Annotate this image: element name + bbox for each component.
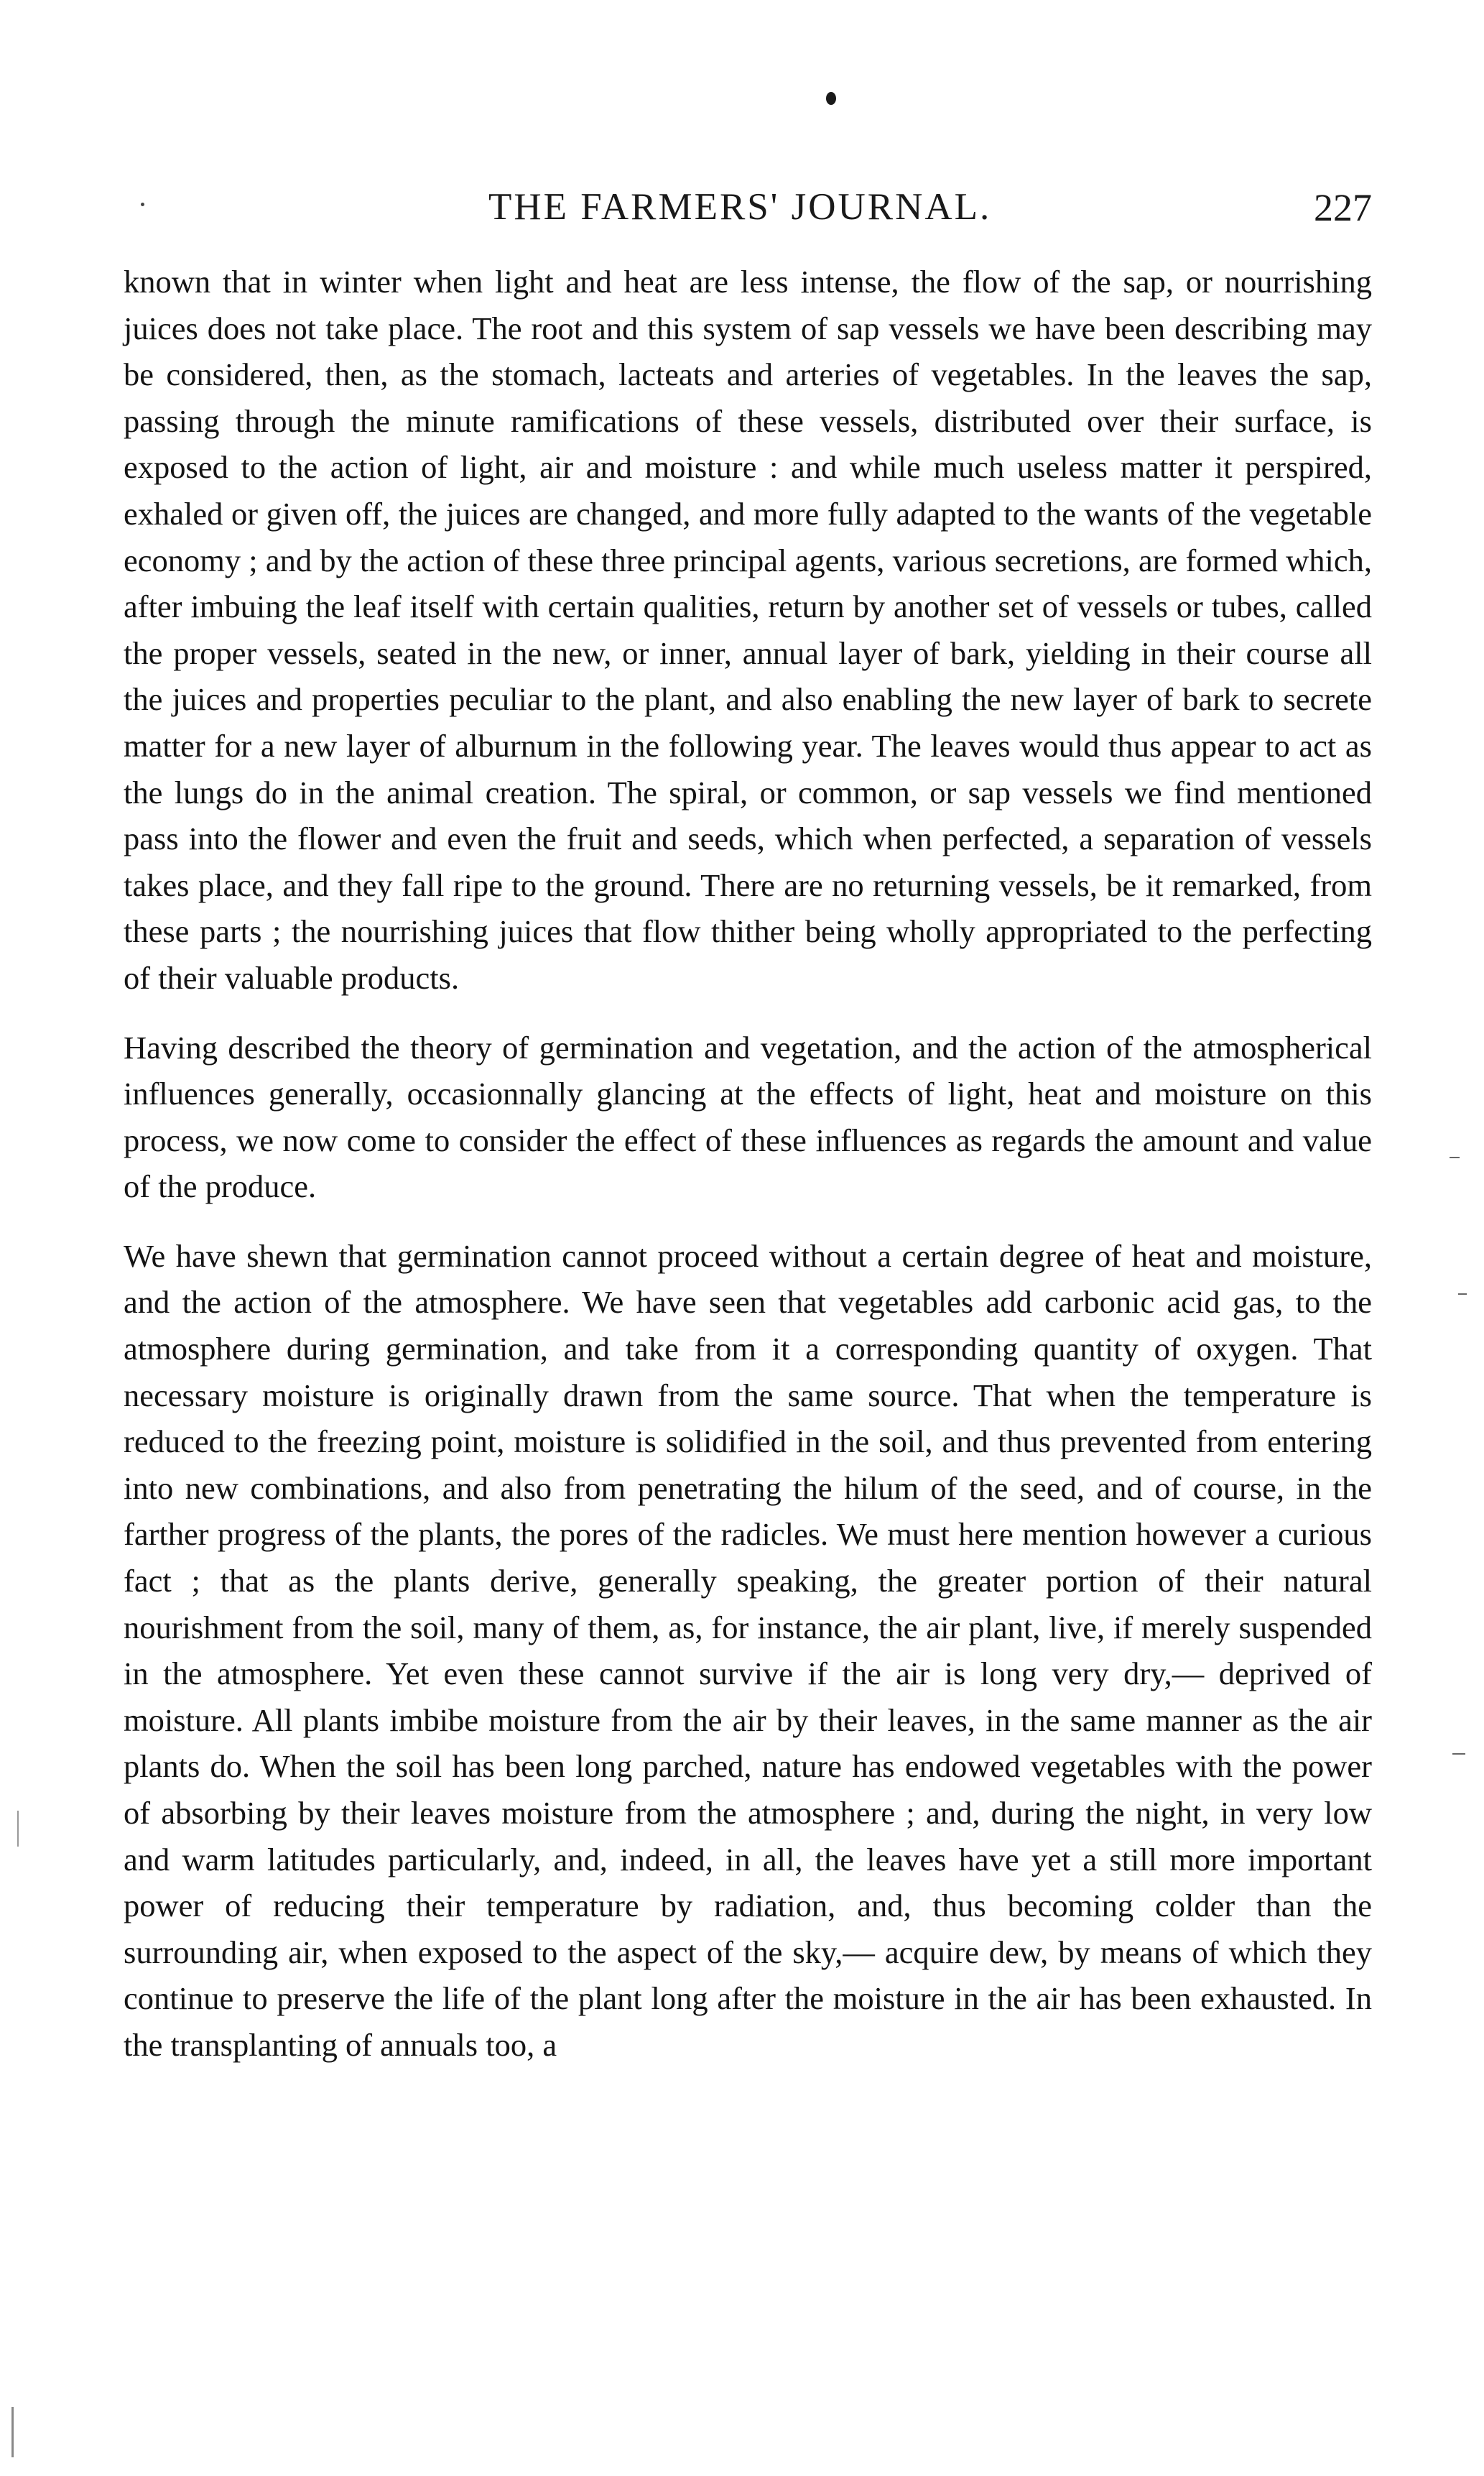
ink-dot bbox=[826, 92, 836, 105]
page-number: 227 bbox=[1314, 186, 1372, 229]
margin-mark bbox=[1450, 1157, 1460, 1158]
paragraph-theory: Having described the theory of germination and vegetation, and the action of the atmospherical influences generally, occasionnally glancing at the effects of light, heat and moisture on this process, we now come to consider the effect of these influences as regards the amount and value of the produce. bbox=[124, 1029, 1372, 1205]
margin-mark bbox=[17, 1811, 19, 1847]
article-body bbox=[124, 259, 1372, 2069]
running-title: THE FARMERS' JOURNAL. bbox=[488, 186, 992, 228]
margin-mark bbox=[1458, 1293, 1467, 1295]
margin-mark bbox=[1452, 1753, 1465, 1755]
margin-mark bbox=[11, 2407, 14, 2457]
paragraph-germination: We have shewn that germination cannot proceed without a certain degree of heat and moisture, and the action of the atmosphere. We have seen that vegetables add carbonic acid gas, to the atmosphere during germination, and take from it a corresponding quantity of oxygen. That necessary moisture is originally drawn from the same source. That when the temperature is reduced to the freezing point, moisture is solidified in the soil, and thus prevented from entering into new combinations, and also from penetrating the hilum of the seed, and of course, in the farther progress of the plants, the pores of the radicles. We must here mention however a curious fact ; that as the plants derive, generally speaking, the greater portion of their natural nourishment from the soil, many of them, as, for instance, the air plant, live, if merely suspended in the atmosphere. Yet even these cannot survive if the air is long very dry,— deprived of moisture. All plants imbibe moisture from the air by their leaves, in the same manner as the air plants do. When the soil has been long parched, nature has endowed vegetables with the power of absorbing by their leaves moisture from the atmosphere ; and, during the night, in very low and warm latitudes particularly, and, indeed, in all, the leaves have yet a still more important power of reducing their temperature by radiation, and, thus becoming colder than the surrounding air, when exposed to the aspect of the sky,— acquire dew, by means of which they continue to preserve the life of the plant long after the moisture in the air has been exhausted. In the transplanting of annuals too, a bbox=[124, 1237, 1372, 2063]
paragraph-continuation: known that in winter when light and heat are less intense, the flow of the sap, or nourrishing juices does not take place. The root and this system of sap vessels we have been describing may be considered, then, as the stomach, lacteats and arteries of vegetables. In the leaves the sap, passing through the minute ramifications of these vessels, distributed over their surface, is exposed to the action of light, air and moisture : and while much useless matter it perspired, exhaled or given off, the juices are changed, and more fully adapted to the wants of the vegetable economy ; and by the action of these three principal agents, various secretions, are formed which, after imbuing the leaf itself with certain qualities, return by another set of vessels or tubes, called the proper vessels, seated in the new, or inner, annual layer of bark, yielding in their course all the juices and properties peculiar to the plant, and also enabling the new layer of bark to secrete matter for a new layer of alburnum in the following year. The leaves would thus appear to act as the lungs do in the animal creation. The spiral, or common, or sap vessels we find mentioned pass into the flower and even the fruit and seeds, which when perfected, a separation of vessels takes place, and they fall ripe to the ground. There are no returning vessels, be it remarked, from these parts ; the nourrishing juices that flow thither being wholly appropriated to the perfecting of their valuable products. bbox=[124, 264, 1372, 996]
page-header bbox=[122, 185, 1372, 236]
